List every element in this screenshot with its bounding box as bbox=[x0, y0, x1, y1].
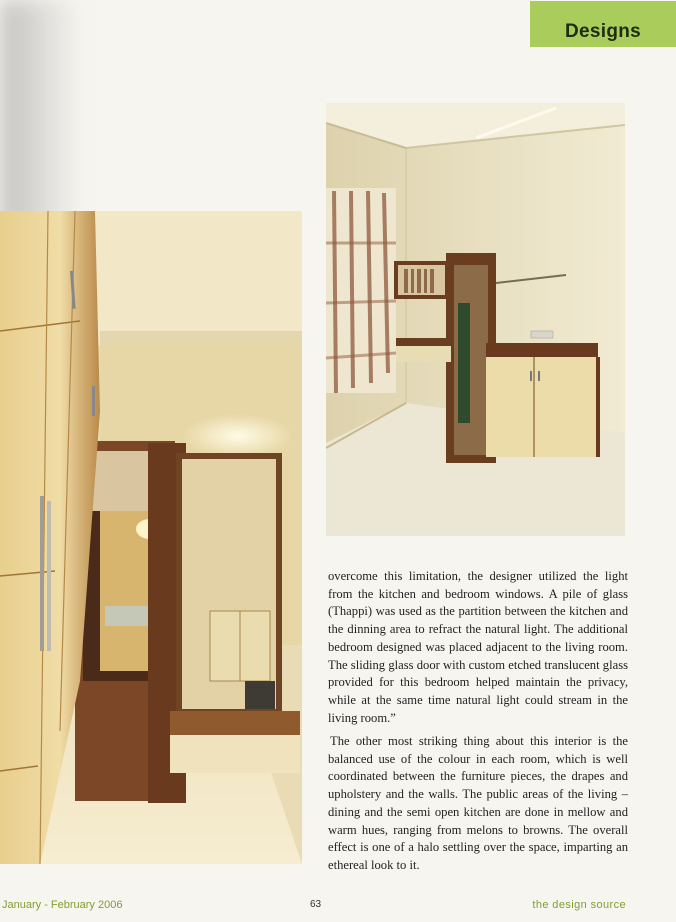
bedroom-photo bbox=[326, 103, 625, 536]
section-label: Designs bbox=[564, 21, 641, 42]
section-tab bbox=[530, 1, 676, 47]
article-paragraph-2: The other most striking thing about this interior is the balanced use of the colour in each room, which is well coordinated between the furniture pieces, the drapes and upholstery and the walls. The public areas of the living – dining and the semi open kitchen are done in mellow and warm hues, ranging from melons to browns. The overall effect is one of a halo settling over the space, imparting an ethereal look to it. bbox=[328, 734, 628, 872]
corridor-photo bbox=[0, 211, 302, 864]
article-paragraph-1: overcome this limitation, the designer utilized the light from the kitchen and bedroom windows. A pile of glass (Thappi) was used as the partition between the kitchen and the dinning area to refract the natural light. The additional bedroom designed was placed adjacent to the living room. The sliding glass door with custom etched translucent glass provided for this bedroom helped maintain the privacy, while at the same time natural light could stream in the living room.” bbox=[328, 569, 628, 725]
footer-publication: the design source bbox=[532, 899, 626, 911]
bedroom-illustration bbox=[326, 103, 625, 536]
scan-shadow bbox=[0, 0, 90, 230]
corridor-illustration bbox=[0, 211, 302, 864]
footer-page-number: 63 bbox=[310, 899, 322, 910]
footer-issue-date: January - February 2006 bbox=[2, 899, 123, 911]
